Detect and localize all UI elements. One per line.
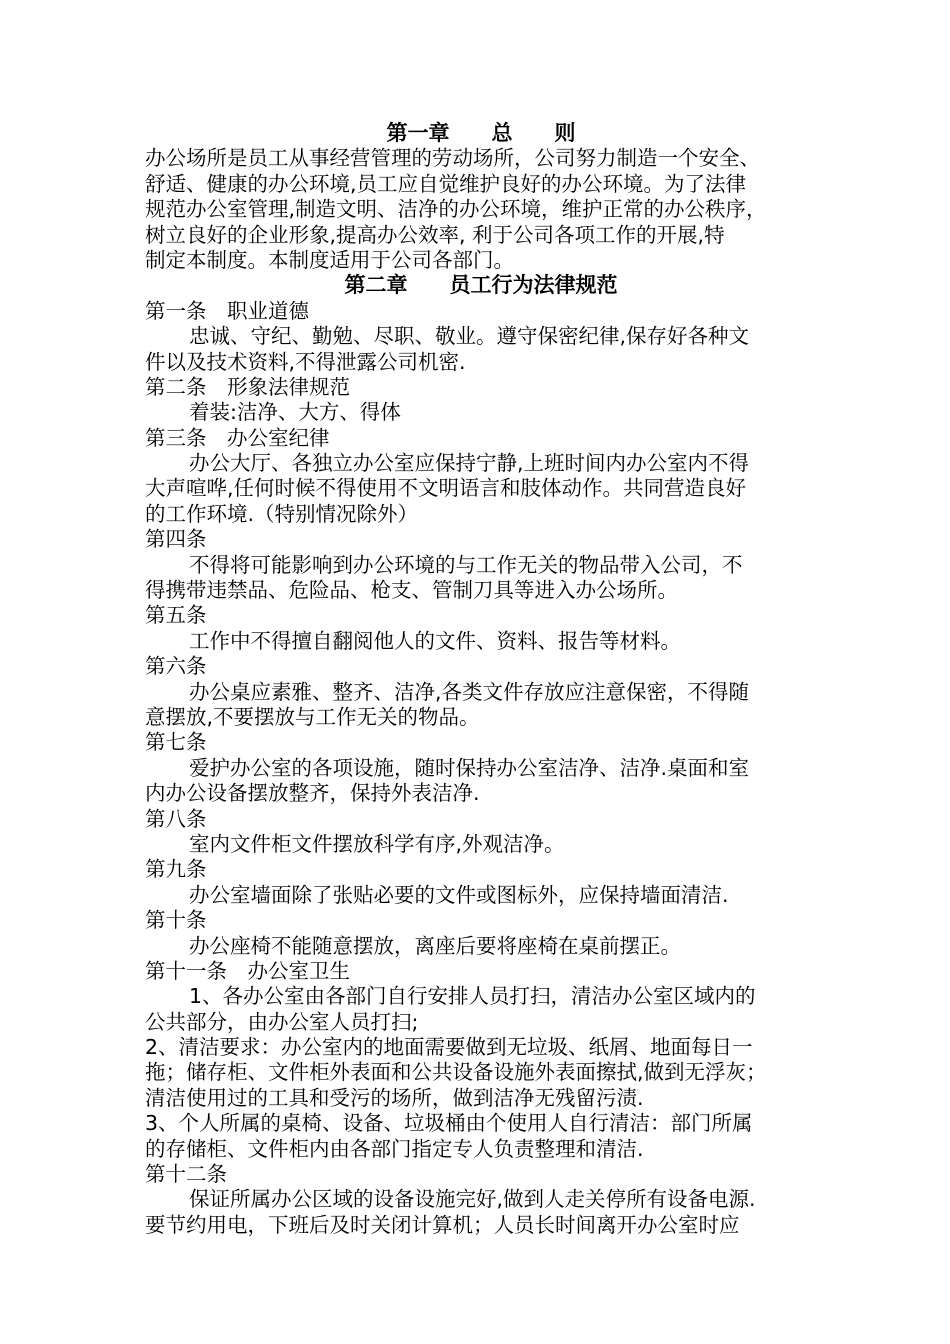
text-line: 的工作环境.（特别情况除外） xyxy=(145,501,419,526)
text-line: 树立良好的企业形象,提高办公效率, 利于公司各项工作的开展,特 xyxy=(145,222,725,247)
text-line: 爱护办公室的各项设施，随时保持办公室洁净、洁净.桌面和室 xyxy=(189,755,750,780)
article-1-title: 第一条 职业道德 xyxy=(145,298,309,323)
intro-paragraph xyxy=(145,146,817,273)
text-line: 2、清洁要求：办公室内的地面需要做到无垃圾、纸屑、地面每日一 xyxy=(145,1035,753,1060)
article-2-title: 第二条 形象法律规范 xyxy=(145,374,350,399)
article-7-title: 第七条 xyxy=(145,730,207,755)
text-line: 工作中不得擅自翻阅他人的文件、资料、报告等材料。 xyxy=(189,628,681,653)
text-line: 的存储柜、文件柜内由各部门指定专人负责整理和清洁. xyxy=(145,1136,644,1161)
text-line: 规范办公室管理,制造文明、洁净的办公环境，维护正常的办公秩序， xyxy=(145,197,767,222)
text-line: 件以及技术资料,不得泄露公司机密. xyxy=(145,349,466,374)
article-9-title: 第九条 xyxy=(145,857,207,882)
text-line: 办公桌应素雅、整齐、洁净,各类文件存放应注意保密，不得随 xyxy=(189,679,750,704)
text-line: 清洁使用过的工具和受污的场所，做到洁净无残留污渍. xyxy=(145,1085,644,1110)
text-line: 内办公设备摆放整齐，保持外表洁净. xyxy=(145,781,480,806)
text-line: 制定本制度。本制度适用于公司各部门。 xyxy=(145,247,514,272)
text-line: 意摆放,不要摆放与工作无关的物品。 xyxy=(145,704,480,729)
article-11-title: 第十一条 办公室卫生 xyxy=(145,958,350,983)
text-line: 得携带违禁品、危险品、枪支、管制刀具等进入办公场所。 xyxy=(145,578,678,603)
text-line: 办公座椅不能随意摆放，离座后要将座椅在桌前摆正。 xyxy=(189,933,681,958)
text-line: 办公室墙面除了张贴必要的文件或图标外，应保持墙面清洁. xyxy=(189,882,729,907)
article-6-title: 第六条 xyxy=(145,654,207,679)
text-line: 室内文件柜文件摆放科学有序,外观洁净。 xyxy=(189,831,565,856)
article-5-title: 第五条 xyxy=(145,603,207,628)
text-line: 保证所属办公区域的设备设施完好,做到人走关停所有设备电源. xyxy=(189,1187,756,1212)
text-line: 要节约用电，下班后及时关闭计算机；人员长时间离开办公室时应 xyxy=(145,1212,740,1237)
article-10-title: 第十条 xyxy=(145,908,207,933)
text-line: 公共部分，由办公室人员打扫; xyxy=(145,1009,419,1034)
article-12-title: 第十二条 xyxy=(145,1162,227,1187)
text-line: 办公场所是员工从事经营管理的劳动场所，公司努力制造一个安全、 xyxy=(145,146,760,171)
chapter-2-heading: 第二章 员工行为法律规范 xyxy=(344,273,618,298)
text-line: 舒适、健康的办公环境,员工应自觉维护良好的办公环境。为了法律 xyxy=(145,171,747,196)
article-8-title: 第八条 xyxy=(145,806,207,831)
text-line: 不得将可能影响到办公环境的与工作无关的物品带入公司，不 xyxy=(189,552,743,577)
text-line: 办公大厅、各独立办公室应保持宁静,上班时间内办公室内不得 xyxy=(189,451,750,476)
text-line: 忠诚、守纪、勤勉、尽职、敬业。遵守保密纪律,保存好各种文 xyxy=(189,324,750,349)
text-line: 3、个人所属的桌椅、设备、垃圾桶由个使用人自行清洁：部门所属 xyxy=(145,1111,753,1136)
article-3-title: 第三条 办公室纪律 xyxy=(145,425,330,450)
text-line: 着装:洁净、大方、得体 xyxy=(189,400,401,425)
document-body xyxy=(145,121,817,1238)
chapter-1-heading: 第一章 总 则 xyxy=(386,121,576,145)
text-line: 大声喧哗,任何时候不得使用不文明语言和肢体动作。共同营造良好 xyxy=(145,476,747,501)
text-line: 拖；储存柜、文件柜外表面和公共设备设施外表面擦拭,做到无浮灰； xyxy=(145,1060,767,1085)
text-line: 1、各办公室由各部门自行安排人员打扫，清洁办公室区域内的 xyxy=(189,984,756,1009)
article-4-title: 第四条 xyxy=(145,527,207,552)
